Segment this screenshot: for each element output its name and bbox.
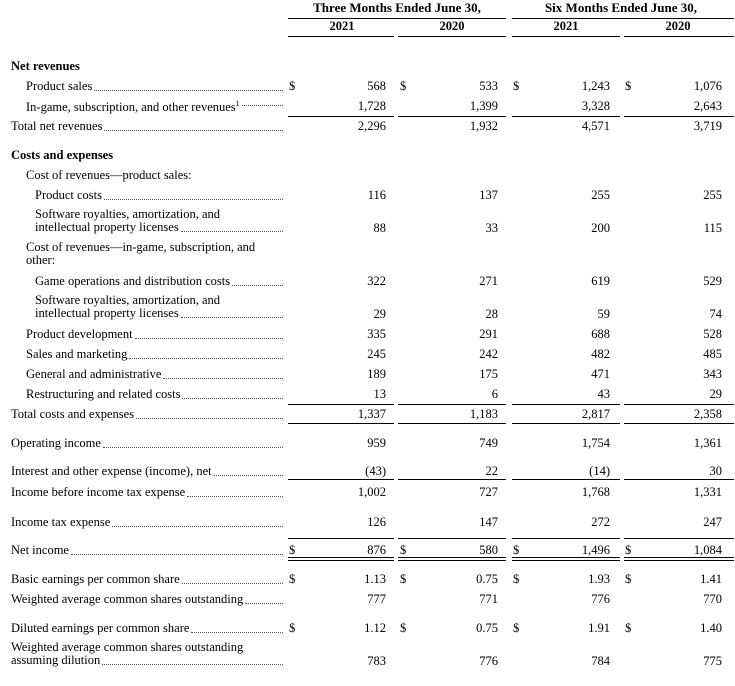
row-game-operations-and-distribution-costs-value-2: 271: [479, 274, 498, 288]
row-label-text: Weighted average common shares outstanding: [11, 592, 244, 606]
row-operating-income-value-1: 959: [367, 436, 386, 450]
row-income-tax-expense-value-1: 126: [367, 515, 386, 529]
row-label-text: Product development: [26, 327, 133, 341]
rule-after-net-income-4a: [624, 557, 734, 558]
row-label-text: Weighted average common shares outstanding assuming dilution: [11, 640, 244, 667]
row-income-before-income-tax-expense-value-3: 1,768: [581, 485, 610, 499]
rule-after-net-income-3b: [512, 560, 620, 561]
currency-symbol: $: [400, 79, 407, 93]
row-diluted-earnings-per-common-share-value-1: 1.12: [364, 621, 386, 635]
subsection-cost-of-revenues-product: Cost of revenues—product sales:: [26, 168, 192, 182]
rule-before-net-income-3: [512, 538, 620, 539]
rule-after-total-costs-3: [512, 423, 620, 424]
leader-dots: [182, 398, 283, 399]
leader-dots: [181, 231, 283, 232]
row-label-text: In-game, subscription, and other revenues: [26, 100, 236, 115]
footnote-marker: 1: [235, 99, 240, 108]
leader-dots: [136, 418, 283, 419]
row-label-text: General and administrative: [26, 367, 162, 381]
leader-dots: [191, 632, 283, 633]
rule-before-total-revenues-4: [624, 116, 734, 117]
subsection-cost-of-revenues-ingame: Cost of revenues—in-game, subscription, and other:: [26, 240, 256, 267]
row-weighted-average-common-shares-outstanding-value-3: 776: [591, 592, 610, 606]
row-restructuring-and-related-costs-value-4: 29: [709, 387, 722, 401]
row-total-net-revenues-value-2: 1,932: [469, 119, 498, 133]
row-product-development-value-1: 335: [367, 327, 386, 341]
header-three-months: Three Months Ended June 30,: [313, 0, 481, 15]
leader-dots: [112, 526, 283, 527]
row-general-and-administrative-value-1: 189: [367, 367, 386, 381]
year-rule-4: [624, 36, 734, 37]
rule-after-total-costs-1: [288, 423, 394, 424]
row-in-game-subscription-and-other-revenues-value-1: 1,728: [357, 99, 386, 113]
row-in-game-subscription-and-other-revenues-value-4: 2,643: [693, 99, 722, 113]
rule-before-net-income-4: [624, 538, 734, 539]
rule-before-total-costs-4: [624, 404, 734, 405]
row-product-costs-value-2: 137: [479, 188, 498, 202]
row-label-text: Sales and marketing: [26, 347, 128, 361]
row-total-costs-and-expenses-value-2: 1,183: [469, 407, 498, 421]
currency-symbol: $: [625, 572, 632, 586]
row-weighted-average-common-shares-outstanding-value-4: 770: [703, 592, 722, 606]
rule-before-total-costs-2: [398, 404, 506, 405]
row-general-and-administrative-value-2: 175: [479, 367, 498, 381]
leader-dots: [94, 90, 283, 91]
row-interest-and-other-expense-income-net-value-3: (14): [589, 464, 610, 478]
row-weighted-average-common-shares-outstanding-assuming-dilution-value-3: 784: [591, 654, 610, 668]
rule-before-net-income-2: [398, 538, 506, 539]
row-general-and-administrative-label: [26, 367, 161, 382]
currency-symbol: $: [625, 543, 632, 557]
row-income-before-income-tax-expense-value-4: 1,331: [693, 485, 722, 499]
rule-after-net-income-4b: [624, 560, 734, 561]
row-total-costs-and-expenses-value-3: 2,817: [581, 407, 610, 421]
row-basic-earnings-per-common-share-value-3: 1.93: [588, 572, 610, 586]
row-net-income-value-3: 1,496: [581, 543, 610, 557]
row-software-royalties-amortization-and-intellectual-property-licenses-value-2: 33: [485, 221, 498, 235]
currency-symbol: $: [289, 621, 296, 635]
row-product-development-label: [26, 327, 133, 342]
row-restructuring-and-related-costs-value-3: 43: [597, 387, 610, 401]
row-product-costs-value-1: 116: [367, 188, 386, 202]
row-total-costs-and-expenses-value-1: 1,337: [357, 407, 386, 421]
row-product-development-value-3: 688: [591, 327, 610, 341]
row-basic-earnings-per-common-share-value-4: 1.41: [700, 572, 722, 586]
row-software-royalties-amortization-and-intellectual-property-licenses-value-2: 28: [485, 307, 498, 321]
currency-symbol: $: [289, 79, 296, 93]
row-game-operations-and-distribution-costs-value-1: 322: [367, 274, 386, 288]
row-product-sales-value-3: 1,243: [581, 79, 610, 93]
currency-symbol: $: [513, 543, 520, 557]
row-weighted-average-common-shares-outstanding-assuming-dilution-value-1: 783: [367, 654, 386, 668]
row-in-game-subscription-and-other-revenues-value-2: 1,399: [469, 99, 498, 113]
currency-symbol: $: [289, 572, 296, 586]
rule-before-total-revenues-3: [512, 116, 620, 117]
row-sales-and-marketing-value-4: 485: [703, 347, 722, 361]
row-diluted-earnings-per-common-share-value-4: 1.40: [700, 621, 722, 635]
row-software-royalties-amortization-and-intellectual-property-licenses-value-4: 74: [709, 307, 722, 321]
leader-dots: [187, 496, 283, 497]
row-product-development-value-2: 291: [479, 327, 498, 341]
year-rule-2: [398, 36, 506, 37]
row-label-text: Software royalties, amortization, and intellectual property licenses: [35, 293, 221, 320]
row-in-game-subscription-and-other-revenues-label: [26, 99, 240, 115]
rule-after-net-income-3a: [512, 557, 620, 558]
row-label-text: Total net revenues: [11, 119, 103, 133]
row-label-text: Restructuring and related costs: [26, 387, 181, 401]
rule-before-total-revenues-1: [288, 116, 394, 117]
leader-dots: [71, 554, 283, 555]
row-restructuring-and-related-costs-value-1: 13: [373, 387, 386, 401]
year-rule-1: [288, 36, 394, 37]
rule-before-income-before-tax-3: [512, 479, 620, 480]
currency-symbol: $: [400, 543, 407, 557]
row-total-costs-and-expenses-label: [11, 407, 134, 422]
leader-dots: [181, 317, 283, 318]
row-sales-and-marketing-value-3: 482: [591, 347, 610, 361]
currency-symbol: $: [513, 572, 520, 586]
row-label-text: Diluted earnings per common share: [11, 621, 190, 635]
year-header-2: 2020: [439, 19, 465, 33]
leader-dots: [232, 285, 283, 286]
section-costs-and-expenses: Costs and expenses: [11, 148, 114, 162]
row-general-and-administrative-value-4: 343: [703, 367, 722, 381]
row-sales-and-marketing-label: [26, 347, 127, 362]
row-weighted-average-common-shares-outstanding-value-1: 777: [367, 592, 386, 606]
row-label-text: Income before income tax expense: [11, 485, 186, 499]
row-label-text: Interest and other expense (income), net: [11, 464, 212, 478]
leader-dots: [104, 130, 283, 131]
rule-before-total-costs-1: [288, 404, 394, 405]
row-software-royalties-amortization-and-intellectual-property-licenses-value-1: 88: [373, 221, 386, 235]
currency-symbol: $: [513, 79, 520, 93]
row-restructuring-and-related-costs-value-2: 6: [491, 387, 498, 401]
leader-dots: [242, 105, 283, 106]
rule-before-income-before-tax-4: [624, 479, 734, 480]
row-net-income-value-4: 1,084: [693, 543, 722, 557]
row-income-tax-expense-label: [11, 515, 110, 530]
leader-dots: [182, 583, 283, 584]
row-label-text: Net income: [11, 543, 69, 557]
row-software-royalties-amortization-and-intellectual-property-licenses-value-3: 59: [597, 307, 610, 321]
row-diluted-earnings-per-common-share-label: [11, 621, 189, 636]
row-diluted-earnings-per-common-share-value-3: 1.91: [588, 621, 610, 635]
row-product-sales-value-2: 533: [479, 79, 498, 93]
row-income-before-income-tax-expense-value-2: 727: [479, 485, 498, 499]
row-basic-earnings-per-common-share-value-1: 1.13: [364, 572, 386, 586]
row-interest-and-other-expense-income-net-value-2: 22: [485, 464, 498, 478]
row-weighted-average-common-shares-outstanding-value-2: 771: [479, 592, 498, 606]
currency-symbol: $: [625, 621, 632, 635]
row-label-text: Total costs and expenses: [11, 407, 135, 421]
row-product-sales-label: [26, 79, 92, 94]
row-total-net-revenues-value-1: 2,296: [357, 119, 386, 133]
row-product-costs-value-3: 255: [591, 188, 610, 202]
row-sales-and-marketing-value-2: 242: [479, 347, 498, 361]
row-income-before-income-tax-expense-value-1: 1,002: [357, 485, 386, 499]
row-product-costs-value-4: 255: [703, 188, 722, 202]
currency-symbol: $: [289, 543, 296, 557]
row-software-royalties-amortization-and-intellectual-property-licenses-value-4: 115: [703, 221, 722, 235]
row-label-text: Income tax expense: [11, 515, 111, 529]
row-operating-income-value-3: 1,754: [581, 436, 610, 450]
row-product-development-value-4: 528: [703, 327, 722, 341]
leader-dots: [102, 664, 283, 665]
row-label-text: Product costs: [35, 188, 103, 202]
leader-dots: [104, 199, 283, 200]
row-basic-earnings-per-common-share-value-2: 0.75: [476, 572, 498, 586]
row-net-income-label: [11, 543, 69, 558]
currency-symbol: $: [400, 572, 407, 586]
currency-symbol: $: [513, 621, 520, 635]
row-operating-income-value-4: 1,361: [693, 436, 722, 450]
currency-symbol: $: [625, 79, 632, 93]
leader-dots: [103, 447, 283, 448]
year-header-4: 2020: [665, 19, 691, 33]
row-game-operations-and-distribution-costs-label: [35, 274, 230, 289]
rule-after-net-income-1a: [288, 557, 394, 558]
rule-before-income-before-tax-2: [398, 479, 506, 480]
row-product-costs-label: [35, 188, 102, 203]
row-label-text: Game operations and distribution costs: [35, 274, 231, 288]
row-interest-and-other-expense-income-net-value-1: (43): [365, 464, 386, 478]
year-rule-3: [512, 36, 620, 37]
row-total-net-revenues-value-3: 4,571: [581, 119, 610, 133]
row-income-tax-expense-value-2: 147: [479, 515, 498, 529]
row-label-text: Basic earnings per common share: [11, 572, 180, 586]
leader-dots: [163, 378, 283, 379]
row-basic-earnings-per-common-share-label: [11, 572, 180, 587]
header-six-months: Six Months Ended June 30,: [544, 0, 698, 15]
rule-before-income-before-tax-1: [288, 479, 394, 480]
currency-symbol: $: [400, 621, 407, 635]
row-total-costs-and-expenses-value-4: 2,358: [693, 407, 722, 421]
row-in-game-subscription-and-other-revenues-value-3: 3,328: [581, 99, 610, 113]
section-net-revenues: Net revenues: [11, 59, 80, 73]
row-label-text: Operating income: [11, 436, 101, 450]
leader-dots: [135, 338, 283, 339]
row-software-royalties-amortization-and-intellectual-property-licenses-value-1: 29: [373, 307, 386, 321]
row-product-sales-value-1: 568: [367, 79, 386, 93]
row-label-text: Software royalties, amortization, and intellectual property licenses: [35, 207, 221, 234]
row-label-text: Product sales: [26, 79, 93, 93]
row-income-tax-expense-value-4: 247: [703, 515, 722, 529]
row-total-net-revenues-value-4: 3,719: [693, 119, 722, 133]
row-software-royalties-amortization-and-intellectual-property-licenses-value-3: 200: [591, 221, 610, 235]
row-total-net-revenues-label: [11, 119, 102, 134]
year-header-1: 2021: [329, 19, 355, 33]
rule-after-total-costs-4: [624, 423, 734, 424]
rule-after-total-costs-2: [398, 423, 506, 424]
row-diluted-earnings-per-common-share-value-2: 0.75: [476, 621, 498, 635]
row-restructuring-and-related-costs-label: [26, 387, 180, 402]
leader-dots: [129, 358, 283, 359]
row-game-operations-and-distribution-costs-value-4: 529: [703, 274, 722, 288]
row-general-and-administrative-value-3: 471: [591, 367, 610, 381]
leader-dots: [245, 603, 283, 604]
row-game-operations-and-distribution-costs-value-3: 619: [591, 274, 610, 288]
rule-before-total-costs-3: [512, 404, 620, 405]
row-sales-and-marketing-value-1: 245: [367, 347, 386, 361]
leader-dots: [214, 475, 283, 476]
row-product-sales-value-4: 1,076: [693, 79, 722, 93]
rule-before-total-revenues-2: [398, 116, 506, 117]
year-header-3: 2021: [553, 19, 579, 33]
row-operating-income-label: [11, 436, 101, 451]
row-income-tax-expense-value-3: 272: [591, 515, 610, 529]
rule-after-net-income-2a: [398, 557, 506, 558]
row-weighted-average-common-shares-outstanding-label: [11, 592, 243, 607]
rule-before-net-income-1: [288, 538, 394, 539]
rule-after-net-income-2b: [398, 560, 506, 561]
row-interest-and-other-expense-income-net-value-4: 30: [709, 464, 722, 478]
row-net-income-value-2: 580: [479, 543, 498, 557]
row-net-income-value-1: 876: [367, 543, 386, 557]
row-weighted-average-common-shares-outstanding-assuming-dilution-value-2: 776: [479, 654, 498, 668]
row-operating-income-value-2: 749: [479, 436, 498, 450]
row-weighted-average-common-shares-outstanding-assuming-dilution-value-4: 775: [703, 654, 722, 668]
rule-after-net-income-1b: [288, 560, 394, 561]
row-interest-and-other-expense-income-net-label: [11, 464, 212, 479]
row-income-before-income-tax-expense-label: [11, 485, 185, 500]
